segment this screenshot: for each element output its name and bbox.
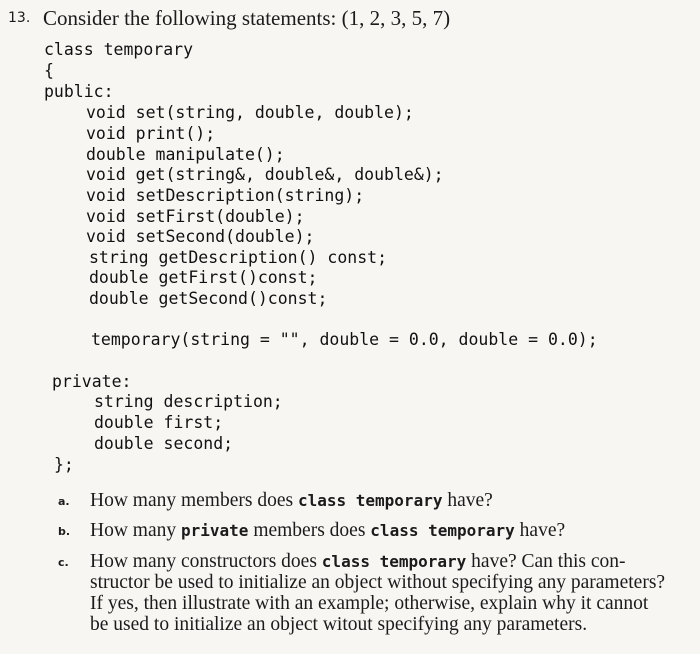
subquestion-a [58, 490, 493, 511]
code-open-brace: { [44, 61, 54, 80]
code-private-second: double second; [94, 434, 234, 453]
subquestion-c-line-1: How many constructors does class temporary have? Can this con- [90, 551, 626, 572]
subquestion-c-label: c. [58, 556, 69, 569]
code-public-label: public: [44, 82, 114, 101]
subquestion-c [58, 551, 666, 635]
code-constructor: temporary(string = "", double = 0.0, double = 0.0); [91, 330, 598, 349]
code-class-declaration: class temporary [44, 40, 194, 59]
code-private-label: private: [52, 372, 132, 391]
subquestion-c-line-2: structor be used to initialize an object without specifying any parameters? [90, 572, 666, 593]
code-member-setdescription: void setDescription(string); [86, 186, 365, 205]
subquestion-b-text: How many private members does class temporary have? [90, 520, 566, 541]
code-member-getfirst: double getFirst()const; [89, 268, 318, 287]
code-member-manipulate: double manipulate(); [86, 145, 285, 164]
code-member-get: void get(string&, double&, double&); [86, 165, 444, 184]
code-member-getsecond: double getSecond()const; [89, 289, 328, 308]
subquestion-c-line-3: If yes, then illustrate with an example; otherwise, explain why it cannot [90, 593, 649, 614]
code-member-print: void print(); [86, 124, 216, 143]
question-text: Consider the following statements: (1, 2, 3, 5, 7) [43, 6, 451, 30]
code-private-first: double first; [94, 413, 224, 432]
subquestion-a-label: a. [58, 495, 70, 508]
code-member-setfirst: void setFirst(double); [86, 207, 305, 226]
subquestion-c-line-4: be used to initialize an object witout specifying any parameters. [90, 614, 588, 635]
code-closing-brace: }; [54, 455, 74, 474]
question-number: 13. [8, 10, 31, 26]
code-private-description: string description; [94, 392, 283, 411]
code-member-getdescription: string getDescription() const; [89, 248, 388, 267]
code-member-setsecond: void setSecond(double); [86, 227, 315, 246]
subquestion-a-text: How many members does class temporary have? [90, 490, 493, 511]
subquestion-b-label: b. [58, 525, 71, 538]
subquestion-b [58, 520, 566, 541]
code-member-set: void set(string, double, double); [86, 103, 414, 122]
